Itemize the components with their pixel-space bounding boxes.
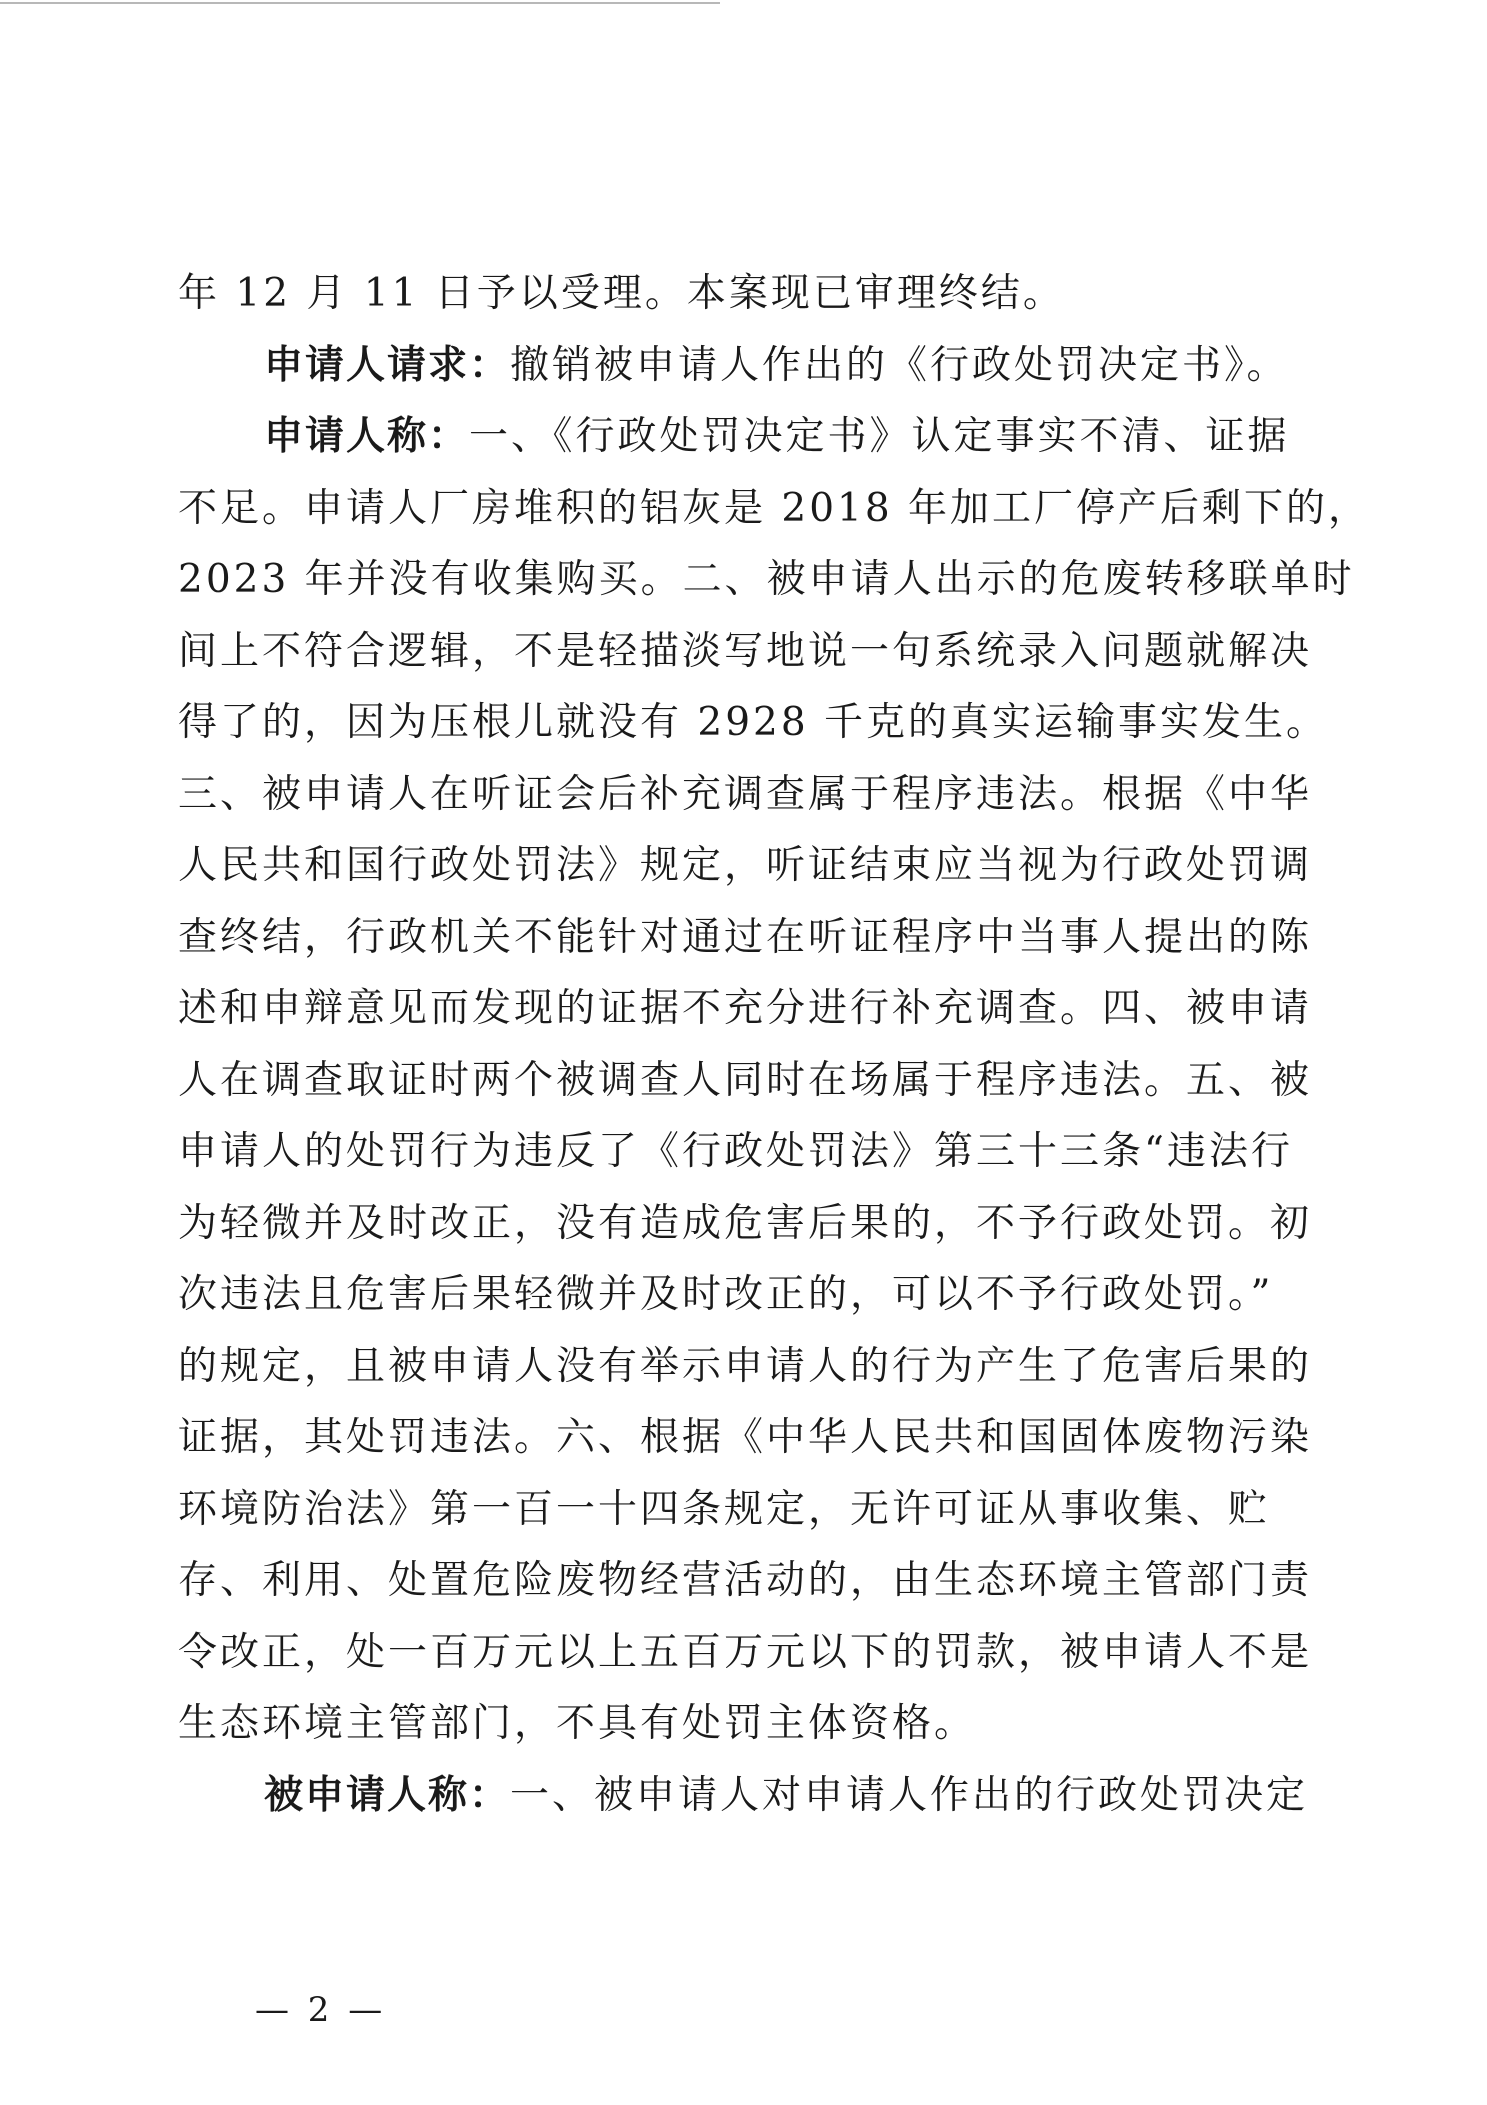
applicant-claims-line: 的规定，且被申请人没有举示申请人的行为产生了危害后果的 xyxy=(178,1343,1313,1389)
applicant-claims-line: 不足。申请人厂房堆积的铝灰是 2018 年加工厂停产后剩下的， xyxy=(178,485,1371,531)
page-number: — 2 — xyxy=(255,1990,387,2030)
scan-edge-line xyxy=(0,2,720,4)
applicant-claims-first-line xyxy=(178,401,1328,473)
applicant-claims-line: 人在调查取证时两个被调查人同时在场属于程序违法。五、被 xyxy=(178,1057,1313,1103)
respondent-claims-label: 被申请人称： xyxy=(264,1772,511,1818)
applicant-claims-line: 得了的，因为压根儿就没有 2928 千克的真实运输事实发生。 xyxy=(178,700,1329,745)
respondent-claims-first-line xyxy=(178,1760,1328,1832)
opening-line: 年 12 月 11 日予以受理。本案现已审理终结。 xyxy=(178,271,1065,316)
applicant-claims-line: 2023 年并没有收集购买。二、被申请人出示的危废转移联单时 xyxy=(178,557,1355,602)
respondent-claims-first-text: 一、被申请人对申请人作出的行政处罚决定 xyxy=(510,1772,1309,1818)
request-label: 申请人请求： xyxy=(264,342,511,388)
applicant-claims-line: 申请人的处罚行为违反了《行政处罚法》第三十三条“违法行 xyxy=(178,1129,1293,1174)
applicant-claims-first-text: 一、《行政处罚决定书》认定事实不清、证据 xyxy=(469,414,1290,459)
applicant-claims-line: 环境防治法》第一百一十四条规定，无许可证从事收集、贮 xyxy=(178,1486,1271,1532)
applicant-claims-line: 生态环境主管部门，不具有处罚主体资格。 xyxy=(178,1701,977,1746)
applicant-claims-line: 次违法且危害后果轻微并及时改正的，可以不予行政处罚。” xyxy=(178,1272,1274,1317)
applicant-claims-line: 证据，其处罚违法。六、根据《中华人民共和国固体废物污染 xyxy=(178,1415,1313,1460)
applicant-claims-line: 查终结，行政机关不能针对通过在听证程序中当事人提出的陈 xyxy=(178,914,1313,960)
applicant-claims-line: 述和申辩意见而发现的证据不充分进行补充调查。四、被申请 xyxy=(178,986,1313,1031)
applicant-claims-line: 令改正，处一百万元以上五百万元以下的罚款，被申请人不是 xyxy=(178,1629,1313,1675)
applicant-claims-line: 存、利用、处置危险废物经营活动的，由生态环境主管部门责 xyxy=(178,1558,1313,1603)
applicant-claims-line: 为轻微并及时改正，没有造成危害后果的，不予行政处罚。初 xyxy=(178,1200,1313,1246)
applicant-claims-label: 申请人称： xyxy=(264,414,470,459)
applicant-claims-line: 三、被申请人在听证会后补充调查属于程序违法。根据《中华 xyxy=(178,771,1313,817)
applicant-claims-line: 人民共和国行政处罚法》规定，听证结束应当视为行政处罚调 xyxy=(178,843,1313,888)
document-body xyxy=(178,258,1371,1831)
applicant-claims-line: 间上不符合逻辑，不是轻描淡写地说一句系统录入问题就解决 xyxy=(178,628,1313,674)
request-text: 撤销被申请人作出的《行政处罚决定书》。 xyxy=(510,342,1289,388)
request-paragraph xyxy=(178,330,1328,402)
